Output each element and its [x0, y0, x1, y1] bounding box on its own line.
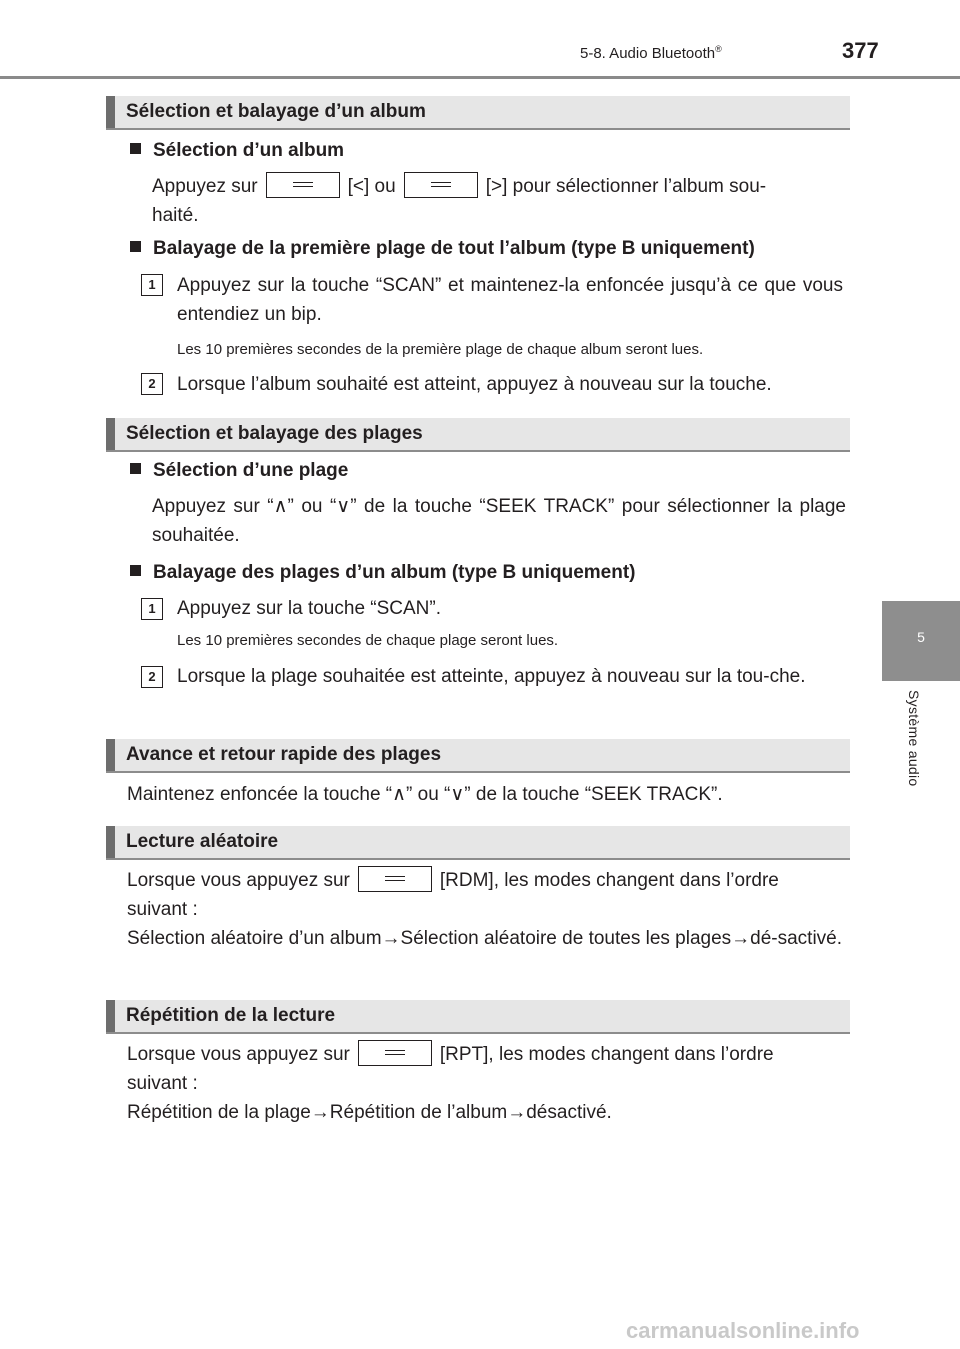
- section-heading-random: [106, 826, 850, 860]
- seek-button-icon: [266, 172, 340, 198]
- subheading-track-select: Sélection d’une plage: [130, 460, 348, 482]
- paragraph-track-select: Appuyez sur “∧” ou “∨” de la touche “SEEK TRACK” pour sélectionner la plage souhaitée.: [152, 496, 846, 546]
- step-text: Lorsque la plage souhaitée est atteinte, appuyez à nouveau sur la tou-che.: [177, 666, 806, 687]
- section-title: Sélection et balayage d’un album: [126, 101, 426, 122]
- page-number: 377: [842, 38, 879, 63]
- section-heading-album: [106, 96, 850, 130]
- step-text: Appuyez sur la touche “SCAN” et maintenez-la enfoncée jusqu’à ce que vous entendiez un bip.: [177, 275, 843, 325]
- chapter-tab: [882, 601, 960, 681]
- text: Lorsque vous appuyez sur: [127, 870, 350, 891]
- section-title: Avance et retour rapide des plages: [126, 744, 442, 765]
- section-heading-tracks: [106, 418, 850, 452]
- paragraph-fast: Maintenez enfoncée la touche “∧” ou “∨” de la touche “SEEK TRACK”.: [127, 784, 723, 805]
- text: Appuyez sur: [152, 176, 258, 197]
- chapter-header: [580, 44, 722, 62]
- paragraph-random-order: Sélection aléatoire d’un album→Sélection aléatoire de toutes les plages→dé-sactivé.: [127, 928, 843, 949]
- paragraph-repeat-order: Répétition de la plage→Répétition de l’album→désactivé.: [127, 1102, 612, 1123]
- paragraph-album-select: [152, 172, 850, 230]
- text: [>] pour sélectionner l’album sou-: [485, 176, 767, 197]
- step-text: Lorsque l’album souhaité est atteint, appuyez à nouveau sur la touche.: [177, 374, 772, 395]
- note: Les 10 premières secondes de la première plage de chaque album seront lues.: [177, 341, 704, 358]
- registered-mark: ®: [715, 44, 722, 54]
- section-title: Sélection et balayage des plages: [126, 423, 423, 444]
- text: [RDM], les modes changent dans l’ordre: [439, 870, 779, 891]
- watermark: carmanualsonline.info: [626, 1318, 860, 1343]
- text: [RPT], les modes changent dans l’ordre: [439, 1044, 774, 1065]
- subheading-album-scan: Balayage de la première plage de tout l’album (type B uniquement): [130, 238, 755, 260]
- header-rule: [0, 76, 960, 79]
- text: Lorsque vous appuyez sur: [127, 1044, 350, 1065]
- text: suivant :: [127, 899, 198, 920]
- rpt-button-icon: [358, 1040, 432, 1066]
- section-heading-fast: [106, 739, 850, 773]
- subheading-album-select: Sélection d’un album: [130, 140, 344, 162]
- step-number: 2: [141, 666, 163, 688]
- seek-button-icon: [404, 172, 478, 198]
- section-title: Répétition de la lecture: [126, 1005, 336, 1026]
- text: haité.: [152, 205, 199, 226]
- chapter-tab-label: Système audio: [906, 690, 922, 787]
- step-number: 1: [141, 598, 163, 620]
- section-heading-repeat: [106, 1000, 850, 1034]
- paragraph-random: [127, 866, 850, 924]
- text: [<] ou: [347, 176, 396, 197]
- rdm-button-icon: [358, 866, 432, 892]
- step-number: 2: [141, 373, 163, 395]
- subheading-track-scan: Balayage des plages d’un album (type B uniquement): [130, 562, 635, 584]
- paragraph-repeat: [127, 1040, 850, 1098]
- step-text: Appuyez sur la touche “SCAN”.: [177, 598, 442, 619]
- note: Les 10 premières secondes de chaque plage seront lues.: [177, 632, 559, 649]
- step-number: 1: [141, 274, 163, 296]
- chapter-tab-number: 5: [917, 629, 925, 645]
- text: suivant :: [127, 1073, 198, 1094]
- section-title: Lecture aléatoire: [126, 831, 279, 852]
- chapter-title: 5-8. Audio Bluetooth: [580, 45, 716, 62]
